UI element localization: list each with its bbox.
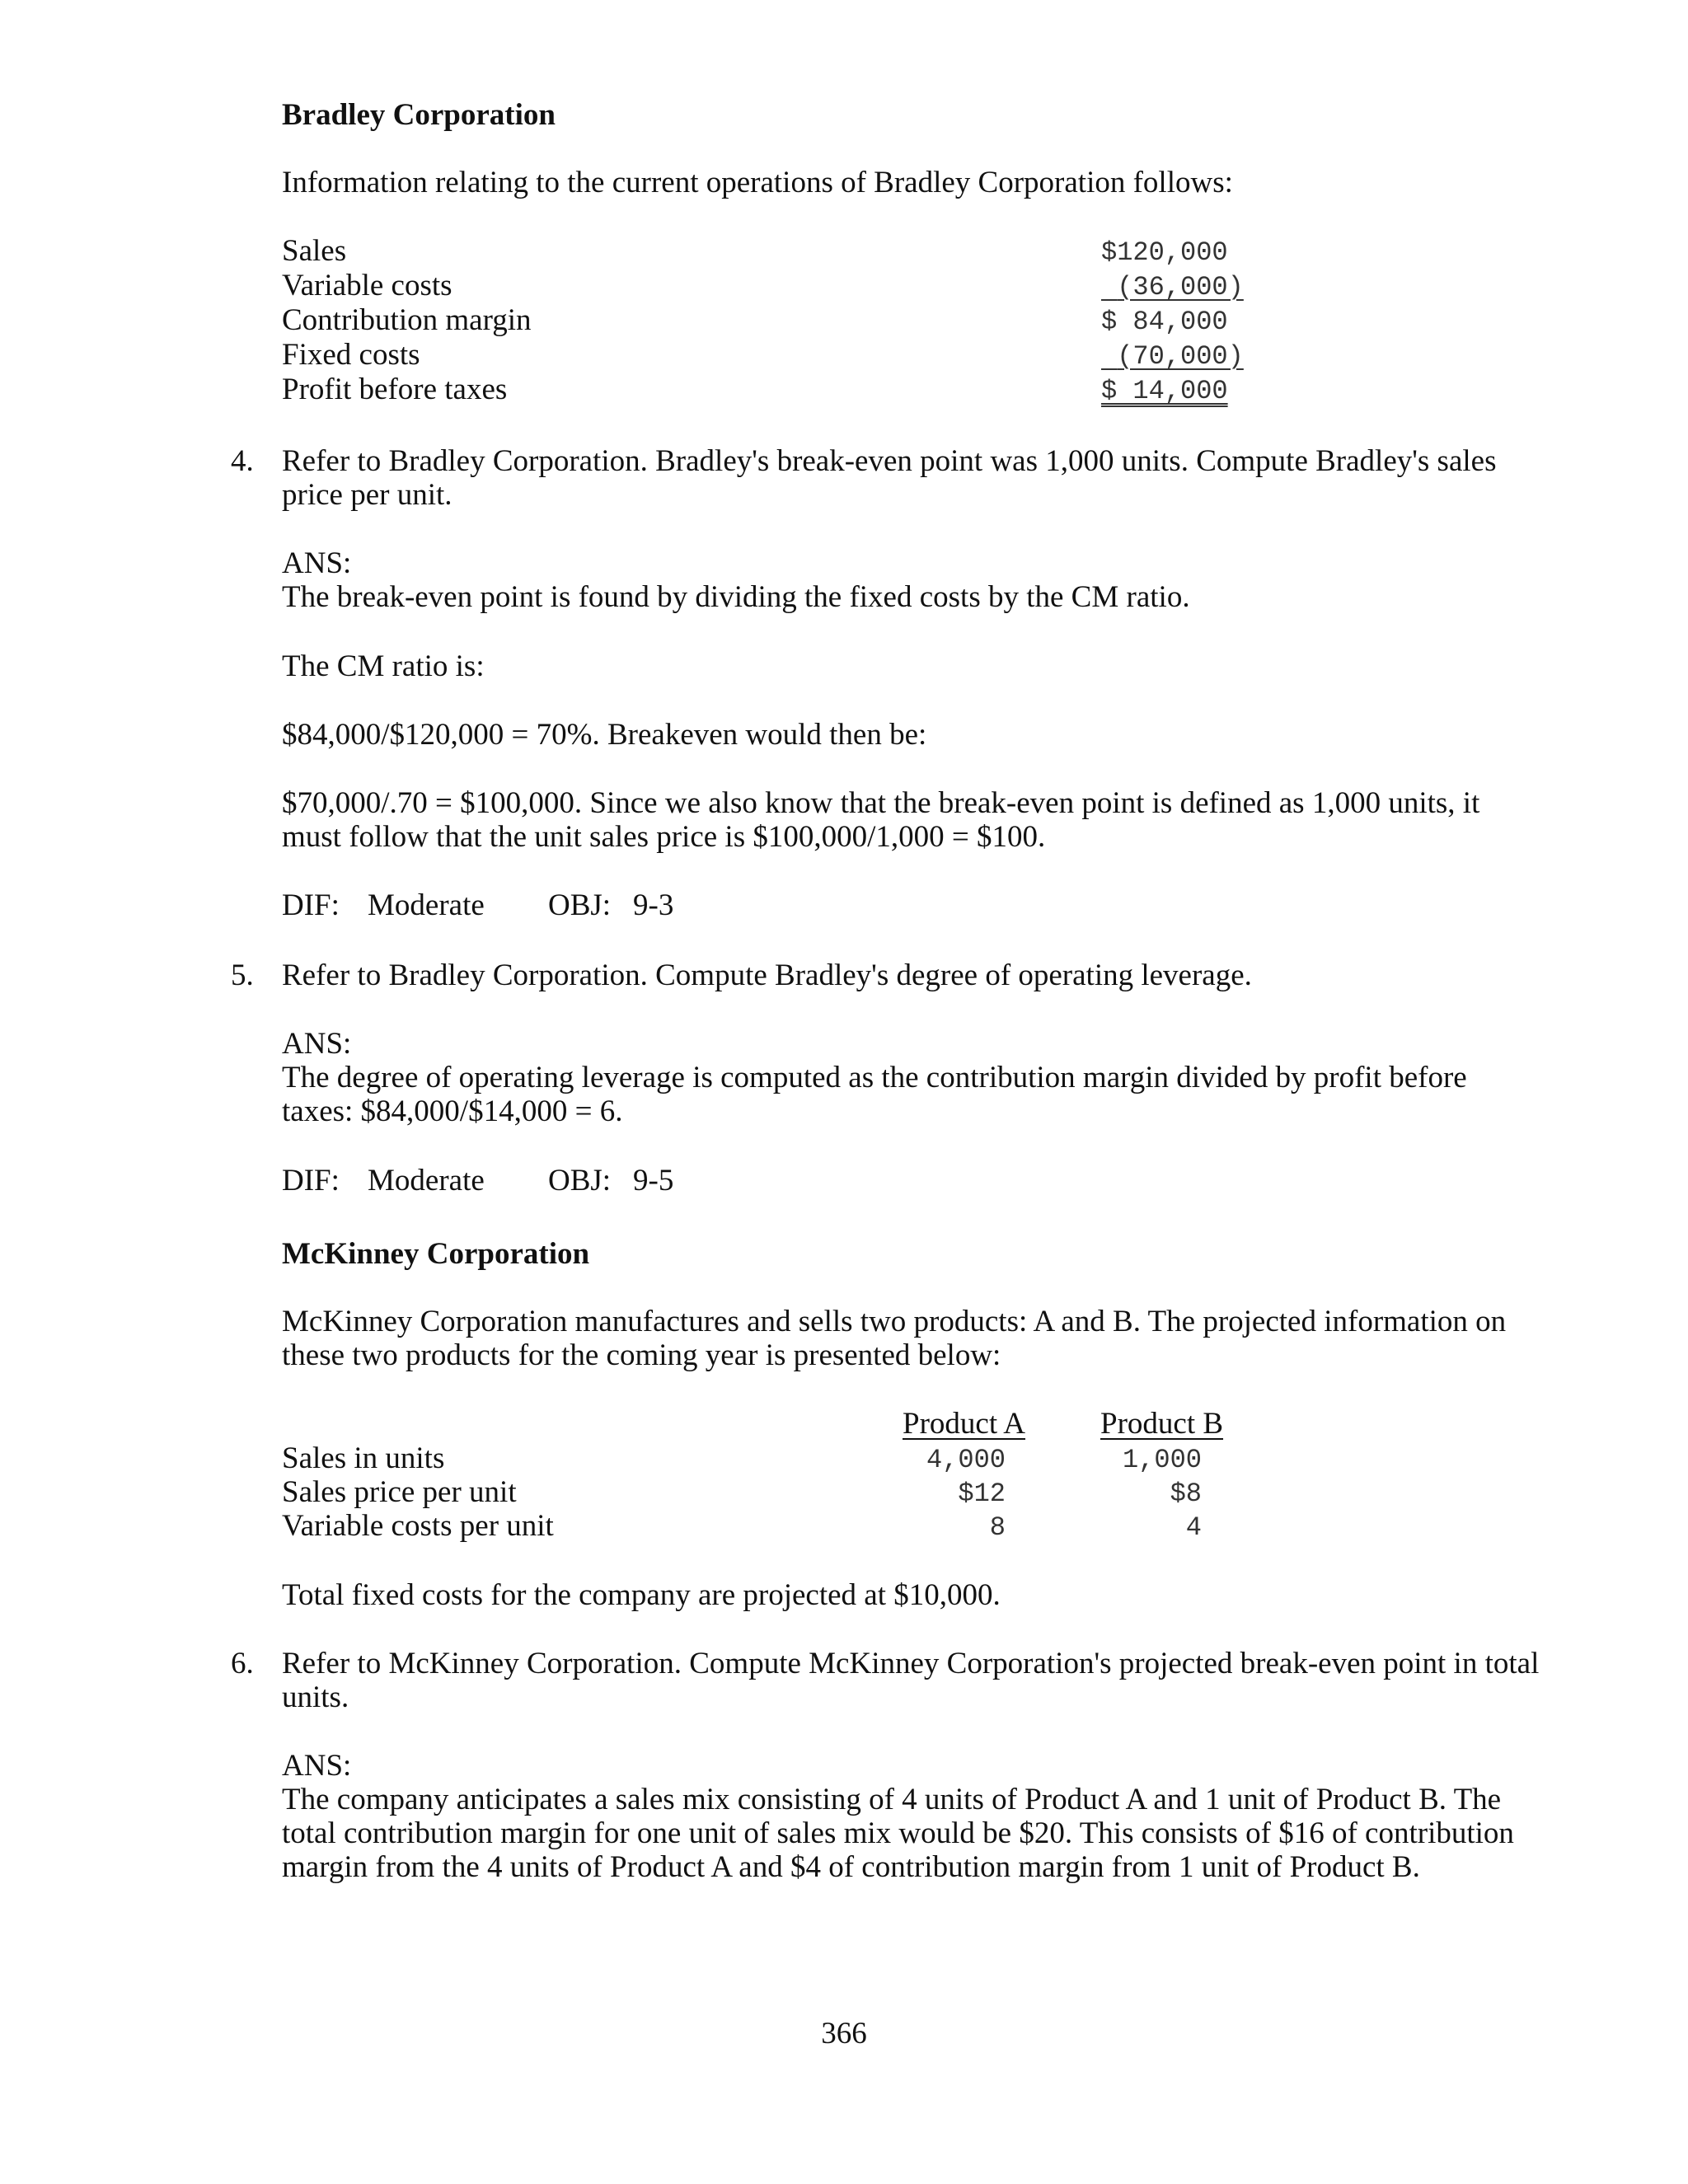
- table-cell-product-b: 1,000: [1122, 1445, 1202, 1475]
- question-number: 6.: [231, 1647, 254, 1680]
- question-text-line: units.: [282, 1680, 349, 1714]
- bradley-intro: Information relating to the current operations of Bradley Corporation follows:: [282, 166, 1233, 199]
- obj-value: 9-5: [633, 1164, 674, 1197]
- answer-text-line: taxes: $84,000/$14,000 = 6.: [282, 1094, 623, 1128]
- income-value-profit-before-taxes: $ 14,000: [1101, 376, 1228, 406]
- income-value-variable-costs: (36,000): [1117, 272, 1244, 302]
- income-label-contribution-margin: Contribution margin: [282, 303, 532, 337]
- fixed-costs-note: Total fixed costs for the company are projected at $10,000.: [282, 1578, 1001, 1612]
- dif-value: Moderate: [368, 888, 485, 922]
- table-cell-product-b: $8: [1170, 1479, 1202, 1509]
- question-text-line: Refer to McKinney Corporation. Compute McKinney Corporation's projected break-even point in total: [282, 1647, 1540, 1680]
- dif-value: Moderate: [368, 1164, 485, 1197]
- column-header-product-b: Product B: [1100, 1407, 1224, 1441]
- table-row-label: Sales in units: [282, 1441, 445, 1475]
- table-cell-product-a: 4,000: [926, 1445, 1006, 1475]
- income-label-variable-costs: Variable costs: [282, 269, 452, 302]
- income-label-sales: Sales: [282, 234, 347, 268]
- income-label-profit-before-taxes: Profit before taxes: [282, 373, 508, 406]
- answer-text-line: $70,000/.70 = $100,000. Since we also know that the break-even point is defined as 1,000 units, it: [282, 786, 1480, 820]
- ans-label: ANS:: [282, 1749, 352, 1783]
- income-label-fixed-costs: Fixed costs: [282, 338, 420, 372]
- income-value-contribution-margin: $ 84,000: [1101, 307, 1228, 337]
- answer-text-line: must follow that the unit sales price is $100,000/1,000 = $100.: [282, 820, 1046, 854]
- mckinney-intro-line: these two products for the coming year is presented below:: [282, 1338, 1001, 1372]
- answer-text-line: total contribution margin for one unit of sales mix would be $20. This consists of $16 of contribution: [282, 1816, 1514, 1850]
- obj-value: 9-3: [633, 888, 674, 922]
- question-text-line: Refer to Bradley Corporation. Bradley's break-even point was 1,000 units. Compute Bradley's sales: [282, 444, 1497, 478]
- bradley-heading: Bradley Corporation: [282, 98, 556, 132]
- mckinney-intro-line: McKinney Corporation manufactures and sells two products: A and B. The projected information on: [282, 1305, 1507, 1338]
- question-number: 5.: [231, 958, 254, 992]
- ans-label: ANS:: [282, 546, 352, 580]
- answer-text-line: The company anticipates a sales mix consisting of 4 units of Product A and 1 unit of Product B. The: [282, 1783, 1502, 1816]
- mckinney-heading: McKinney Corporation: [282, 1237, 590, 1271]
- column-header-product-a: Product A: [903, 1407, 1026, 1441]
- income-value-sales: $120,000: [1101, 237, 1228, 268]
- obj-label: OBJ:: [548, 1164, 612, 1197]
- answer-text-line: The CM ratio is:: [282, 649, 485, 683]
- table-cell-product-a: 8: [989, 1512, 1006, 1543]
- page-number: 366: [821, 2017, 867, 2050]
- table-row-label: Variable costs per unit: [282, 1509, 554, 1543]
- table-cell-product-b: 4: [1185, 1512, 1202, 1543]
- income-value-fixed-costs: (70,000): [1117, 341, 1244, 372]
- table-row-label: Sales price per unit: [282, 1475, 517, 1509]
- ans-label: ANS:: [282, 1027, 352, 1061]
- table-cell-product-a: $12: [958, 1479, 1006, 1509]
- question-text-line: price per unit.: [282, 478, 452, 512]
- obj-label: OBJ:: [548, 888, 612, 922]
- answer-text-line: $84,000/$120,000 = 70%. Breakeven would then be:: [282, 718, 927, 752]
- answer-text-line: margin from the 4 units of Product A and $4 of contribution margin from 1 unit of Product B.: [282, 1850, 1420, 1884]
- question-text-line: Refer to Bradley Corporation. Compute Bradley's degree of operating leverage.: [282, 958, 1252, 992]
- answer-text-line: The degree of operating leverage is computed as the contribution margin divided by profit before: [282, 1061, 1467, 1094]
- dif-label: DIF:: [282, 1164, 340, 1197]
- question-number: 4.: [231, 444, 254, 478]
- answer-text-line: The break-even point is found by dividing the fixed costs by the CM ratio.: [282, 580, 1190, 614]
- dif-label: DIF:: [282, 888, 340, 922]
